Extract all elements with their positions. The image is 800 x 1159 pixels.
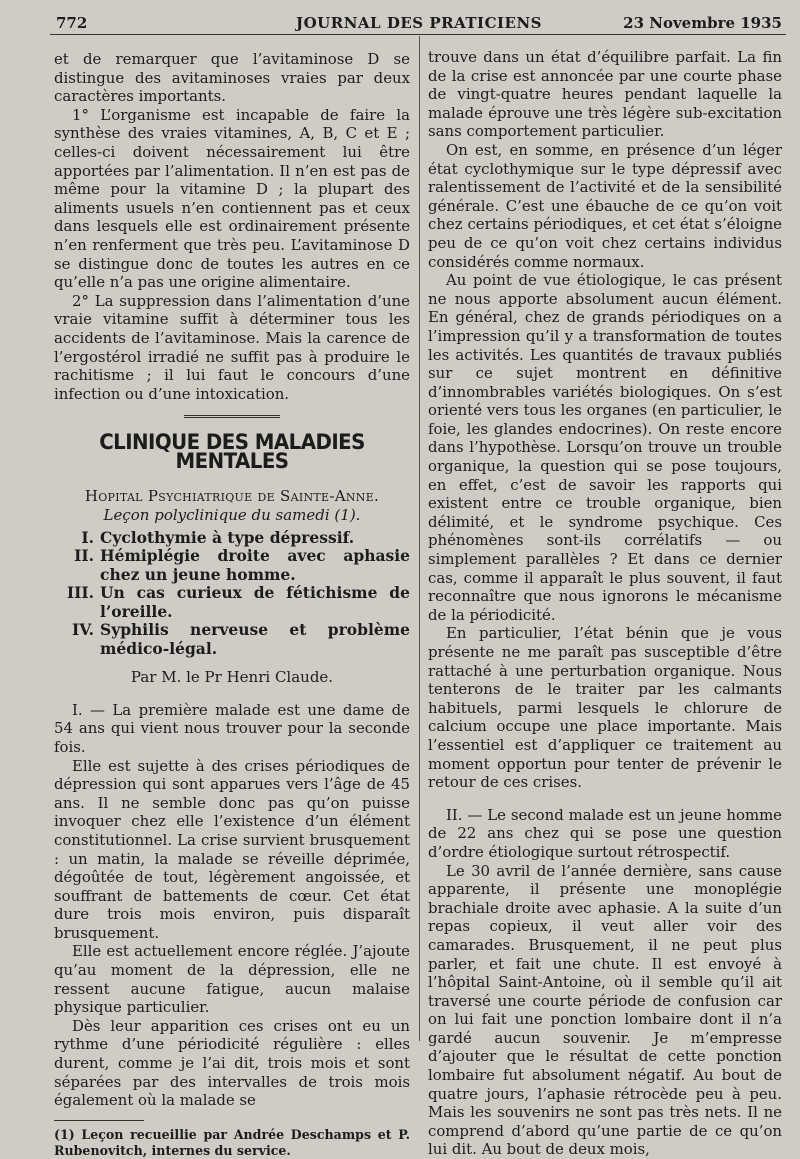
toc-number: III. [66, 583, 94, 603]
case-2-paragraph: II. — Le second malade est un jeune homme de 22 ans chez qui se pose une question d’ordre étiologique surtout rétrospectif. [428, 805, 782, 861]
column-separator [419, 36, 420, 1041]
header-rule [50, 34, 786, 35]
paragraph-gap [428, 792, 782, 806]
footnote-rule [54, 1120, 144, 1121]
toc-number: I. [81, 527, 94, 547]
toc-item [54, 621, 410, 658]
right-column [428, 48, 782, 1159]
footnote: (1) Leçon recueillie par Andrée Deschamps et P. Rubenovitch, internes du service. [54, 1126, 410, 1158]
point-1-paragraph: 1° L’organisme est incapable de faire la synthèse des vraies vitamines, A, B, C et E ; celles-ci doivent nécessairement lui être apportées par l’alimentation. Il n’en est pas de même pour la vitamine D ; la plupart des aliments usuels n’en contiennent pas et ceux dans lesquels elle est ordinairement présente n’en renferment que très peu. L’avitaminose D se distingue donc de toutes les autres en ce qu’elle n’a pas une origine alimentaire. [54, 105, 410, 292]
intro-paragraph: et de remarquer que l’avitaminose D se distingue des avitaminoses vraies par deux caractères importants. [54, 50, 410, 106]
toc-text: Cyclothymie à type dépressif. [100, 527, 355, 547]
toc-text: Hémiplégie droite avec aphasie chez un jeune homme. [100, 546, 410, 584]
body-paragraph: Au point de vue étiologique, le cas présent ne nous apporte absolument aucun élément. En général, chez de grands périodiques on a l’impression qu’il y a transformation de toutes les activités. Les quantités de travaux publiés sur ce sujet montrent en définitive d’innombrables variétés biologiques. On s’est orienté vers tous les organes (en particulier, le foie, les glandes endocrines). On reste encore dans l’hypothèse. Lorsqu’on trouve un trouble organique, la question qui se pose toujours, en effet, c’est de savoir les rapports qui existent entre ce trouble organique, bien délimité, et le syndrome psychique. Ces phénomènes sont-ils corrélatifs — ou simplement parallèles ? Et dans ce dernier cas, comme il apparaît le plus souvent, il faut reconnaître que nous ignorons le mécanisme de la périodicité. [428, 271, 782, 624]
journal-title: JOURNAL DES PRATICIENS [296, 14, 542, 32]
toc-item [54, 547, 410, 584]
page-header [56, 10, 782, 36]
hospital-name: Hopital Psychiatrique de Sainte-Anne. [84, 487, 380, 506]
toc-number: IV. [72, 620, 94, 640]
case-2-paragraph: Le 30 avril de l’année dernière, sans cause apparente, il présente une monoplégie brachiale droite avec aphasie. A la suite d’un repas copieux, il veut aller voir des camarades. Brusquement, il ne peut plus parler, et fait une chute. Il est envoyé à l’hôpital Saint-Antoine, où il semble qu’il ait traversé une courte période de confusion car on lui fait une ponction lombaire dont il n’a gardé aucun souvenir. Je m’empresse d’ajouter que le résultat de cette ponction lombaire fut absolument négatif. Au bout de quatre jours, l’aphasie rétrocède peu à peu. Mais les souvenirs ne sont pas très nets. Il ne comprend d’abord qu’une partie de ce qu’on lui dit. Au bout de deux mois, [428, 861, 782, 1159]
page-number: 772 [56, 14, 88, 32]
table-of-contents [54, 529, 410, 659]
point-2-paragraph: 2° La suppression dans l’alimentation d’une vraie vitamine suffit à déterminer tous les accidents de l’avitaminose. Mais la carence de l’ergostérol irradié ne suffit pas à produire le rachitisme ; il lui faut le concours d’une infection ou d’une intoxication. [54, 291, 410, 403]
toc-text: Un cas curieux de fétichisme de l’oreille. [100, 583, 410, 621]
case-1-paragraph: Elle est actuellement encore réglée. J’ajoute qu’au moment de la dépression, elle ne ressent aucune fatigue, aucun malaise physique particulier. [54, 942, 410, 1017]
toc-item [54, 584, 410, 621]
toc-number: II. [74, 546, 94, 566]
case-1-paragraph: Dès leur apparition ces crises ont eu un rythme d’une périodicité régulière : elles durent, comme je l’ai dit, trois mois et sont séparées par des intervalles de trois mois également où la malade se [54, 1016, 410, 1110]
author-byline: Par M. le Pr Henri Claude. [130, 668, 334, 687]
lecon-subtitle: Leçon polyclinique du samedi (1). [103, 506, 361, 525]
left-column [54, 50, 410, 1159]
case-1-paragraph: Elle est sujette à des crises périodiques de dépression qui sont apparues vers l’âge de 45 ans. Il ne semble donc pas qu’on puisse invoquer chez elle l’existence d’un élément constitutionnel. La crise survient brusquement : un matin, la malade se réveille déprimée, dégoûtée de tout, légèrement angoissée, et souffrant de battements de cœur. Cet état dure trois mois environ, puis disparaît brusquement. [54, 756, 410, 942]
body-paragraph: En particulier, l’état bénin que je vous présente ne me paraît pas susceptible d’être rattaché à une perturbation organique. Nous tenterons de le traiter par les calmants habituels, parmi lesquels le chlorure de calcium occupe une place importante. Mais l’essentiel est d’appliquer ce traitement au moment opportun pour tenter de prévenir le retour de ces crises. [428, 624, 782, 792]
issue-date: 23 Novembre 1935 [623, 14, 782, 32]
case-1-paragraph: I. — La première malade est une dame de 54 ans qui vient nous trouver pour la seconde fois. [54, 700, 410, 756]
body-paragraph: On est, en somme, en présence d’un léger état cyclothymique sur le type dépressif avec ralentissement de l’activité et de la sensibilité générale. C’est une ébauche de ce qu’on voit chez certains périodiques, et cet état s’éloigne peu de ce qu’on voit chez certains individus considérés comme normaux. [428, 140, 782, 271]
toc-item [54, 529, 410, 548]
toc-text: Syphilis nerveuse et problème médico-légal. [100, 620, 410, 658]
body-paragraph: trouve dans un état d’équilibre parfait. La fin de la crise est annoncée par une courte phase de vingt-quatre heures pendant laquelle la malade éprouve une très légère sub-excitation sans comportement particulier. [428, 48, 782, 141]
section-divider [184, 415, 280, 420]
section-title: CLINIQUE DES MALADIES MENTALES [99, 430, 365, 474]
